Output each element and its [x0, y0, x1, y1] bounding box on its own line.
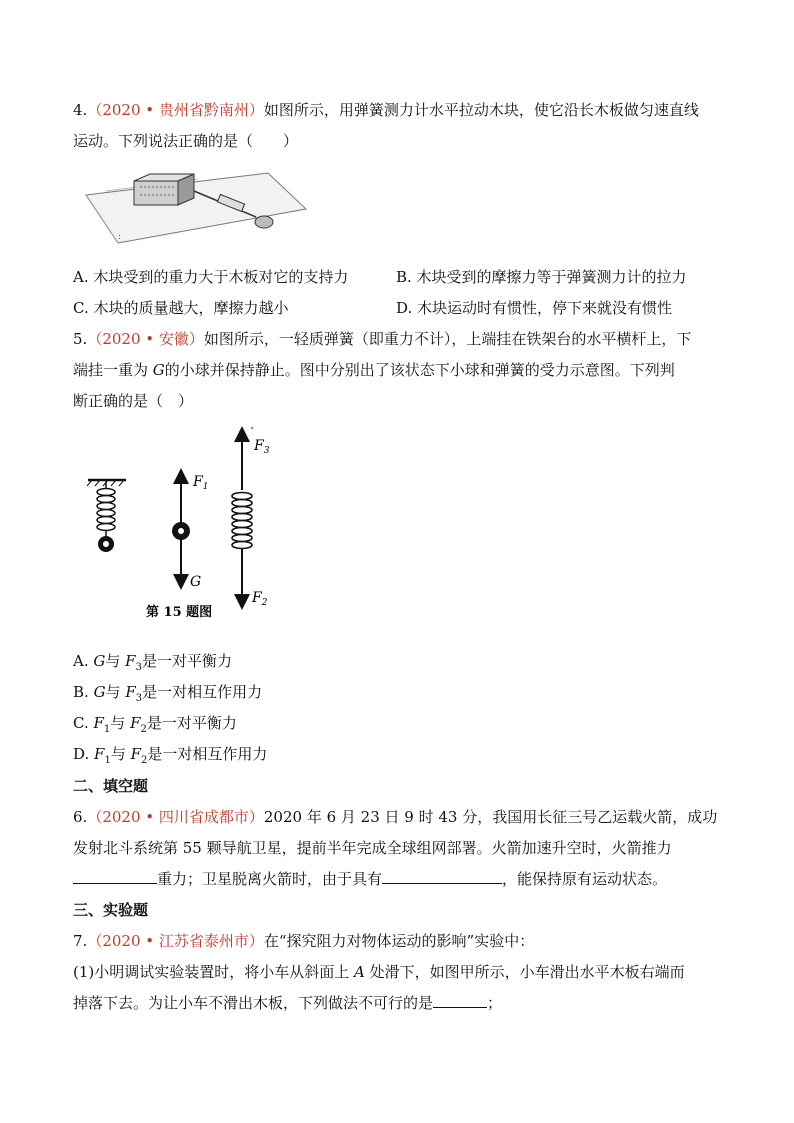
q5-line-1: [73, 329, 691, 349]
q5-c-rest: 是一对平衡力: [146, 714, 237, 732]
figure-caption: 第 15 题图: [146, 605, 213, 620]
q5-c-var1: F: [93, 714, 104, 732]
q4-text-1: 如图所示，用弹簧测力计水平拉动木块，使它沿长木板做匀速直线: [263, 101, 699, 119]
q5-d-sub2: 2: [141, 755, 148, 766]
q6-line-3: [73, 869, 667, 889]
q7-line-3: [73, 993, 502, 1013]
label-f3: $F_3$: [254, 438, 270, 456]
q7-text-2b: 处滑下，如图甲所示，小车滑出水平木板右端而: [364, 963, 685, 981]
q4-option-d[interactable]: D. 木块运动时有惯性，停下来就没有惯性: [396, 299, 673, 317]
q5-option-b[interactable]: [73, 682, 262, 709]
q7-text-1: 在“探究阻力对物体运动的影响”实验中：: [263, 932, 535, 950]
q5-var-g: G: [152, 361, 165, 379]
q5-d-sub1: 1: [104, 755, 111, 766]
section-heading-experiment: 三、实验题: [73, 901, 149, 919]
q5-b-var2: F: [125, 683, 136, 701]
q5-c-prefix: C.: [73, 714, 94, 732]
q7-text-2a: (1)小明调试实验装置时，将小车从斜面上: [73, 963, 355, 981]
q5-b-prefix: B.: [73, 683, 94, 701]
q5-a-var2: F: [125, 652, 136, 670]
label-f2: $F_2$: [252, 590, 268, 608]
q5-c-sub2: 2: [140, 724, 147, 735]
q5-text-2a: 端挂一重为: [73, 361, 153, 379]
q5-a-sub2: 3: [135, 662, 142, 673]
q4-figure-block-spring-scale: [78, 165, 310, 247]
q6-number: 6.: [73, 808, 88, 826]
q5-d-var1: F: [94, 745, 105, 763]
q5-line-3: 断正确的是（ ）: [73, 392, 194, 410]
q5-number: 5.: [73, 330, 88, 348]
label-g: G: [190, 574, 202, 590]
q5-text-1: 如图所示，一轻质弹簧（即重力不计），上端挂在铁架台的水平横杆上，下: [203, 330, 692, 348]
svg-text::: :: [118, 232, 122, 242]
q7-line-2: [73, 962, 685, 982]
q5-c-var2: F: [130, 714, 141, 732]
q5-a-mid: 与: [105, 652, 126, 670]
spring-force-diagram: [232, 427, 270, 608]
q5-a-rest: 是一对平衡力: [141, 652, 232, 670]
q5-figure-force-diagram: [84, 422, 294, 632]
q6-line-2: 发射北斗系统第 55 颗导航卫星，提前半年完成全球组网部署。火箭加速升空时，火箭推力: [73, 839, 672, 857]
q5-text-2b: 的小球并保持静止。图中分别出了该状态下小球和弹簧的受力示意图。下列判: [164, 361, 675, 379]
q6-text-3a: 重力；卫星脱离火箭时，由于具有: [157, 870, 383, 888]
q5-c-mid: 与: [110, 714, 131, 732]
section-heading-fill-in: 二、填空题: [73, 777, 149, 795]
q5-b-mid: 与: [105, 683, 126, 701]
q7-number: 7.: [73, 932, 88, 950]
q5-b-rest: 是一对相互作用力: [142, 683, 263, 701]
q6-blank-2[interactable]: [382, 869, 502, 884]
q4-option-b[interactable]: B. 木块受到的摩擦力等于弹簧测力计的拉力: [396, 268, 687, 286]
ball-force-diagram: [172, 474, 208, 590]
q5-a-var1: G: [93, 652, 106, 670]
q7-text-3: 掉落下去。为让小车不滑出木板，下列做法不可行的是: [73, 994, 434, 1012]
q5-c-sub1: 1: [103, 724, 111, 735]
q5-option-c[interactable]: [73, 713, 237, 740]
q7-text-3-end: ；: [487, 994, 503, 1012]
q6-text-1: 2020 年 6 月 23 日 9 时 43 分，我国用长征三号乙运载火箭，成功: [263, 808, 718, 826]
q5-d-mid: 与: [110, 745, 131, 763]
label-f1: $F_1$: [193, 474, 209, 492]
hanging-spring-with-ball: [87, 480, 126, 552]
q4-number: 4.: [73, 101, 88, 119]
q6-blank-1[interactable]: [73, 869, 157, 884]
q4-option-a[interactable]: A. 木块受到的重力大于木板对它的支持力: [73, 268, 349, 286]
q6-line-1: [73, 807, 717, 827]
q7-line-1: [73, 931, 534, 951]
q6-source: （2020 • 四川省成都市）: [87, 808, 264, 826]
q4-line-2: 运动。下列说法正确的是（ ）: [73, 132, 299, 150]
q5-d-rest: 是一对相互作用力: [147, 745, 268, 763]
q5-a-prefix: A.: [73, 652, 94, 670]
q6-text-3b: ，能保持原有运动状态。: [502, 870, 668, 888]
q4-source: （2020 • 贵州省黔南州）: [87, 101, 264, 119]
q5-line-2: [73, 360, 675, 380]
q5-b-var1: G: [93, 683, 106, 701]
q5-option-d[interactable]: [73, 744, 267, 771]
q7-var-a: A: [354, 963, 365, 981]
q5-source: （2020 • 安徽）: [87, 330, 204, 348]
q5-b-sub2: 3: [135, 693, 143, 704]
q5-option-a[interactable]: [73, 651, 232, 678]
q5-d-prefix: D.: [73, 745, 95, 763]
q4-option-c[interactable]: C. 木块的质量越大，摩擦力越小: [73, 299, 289, 317]
q7-source: （2020 • 江苏省泰州市）: [87, 932, 264, 950]
q7-blank-1[interactable]: [433, 993, 487, 1008]
q5-d-var2: F: [130, 745, 142, 763]
q4-line-1: [73, 100, 699, 120]
